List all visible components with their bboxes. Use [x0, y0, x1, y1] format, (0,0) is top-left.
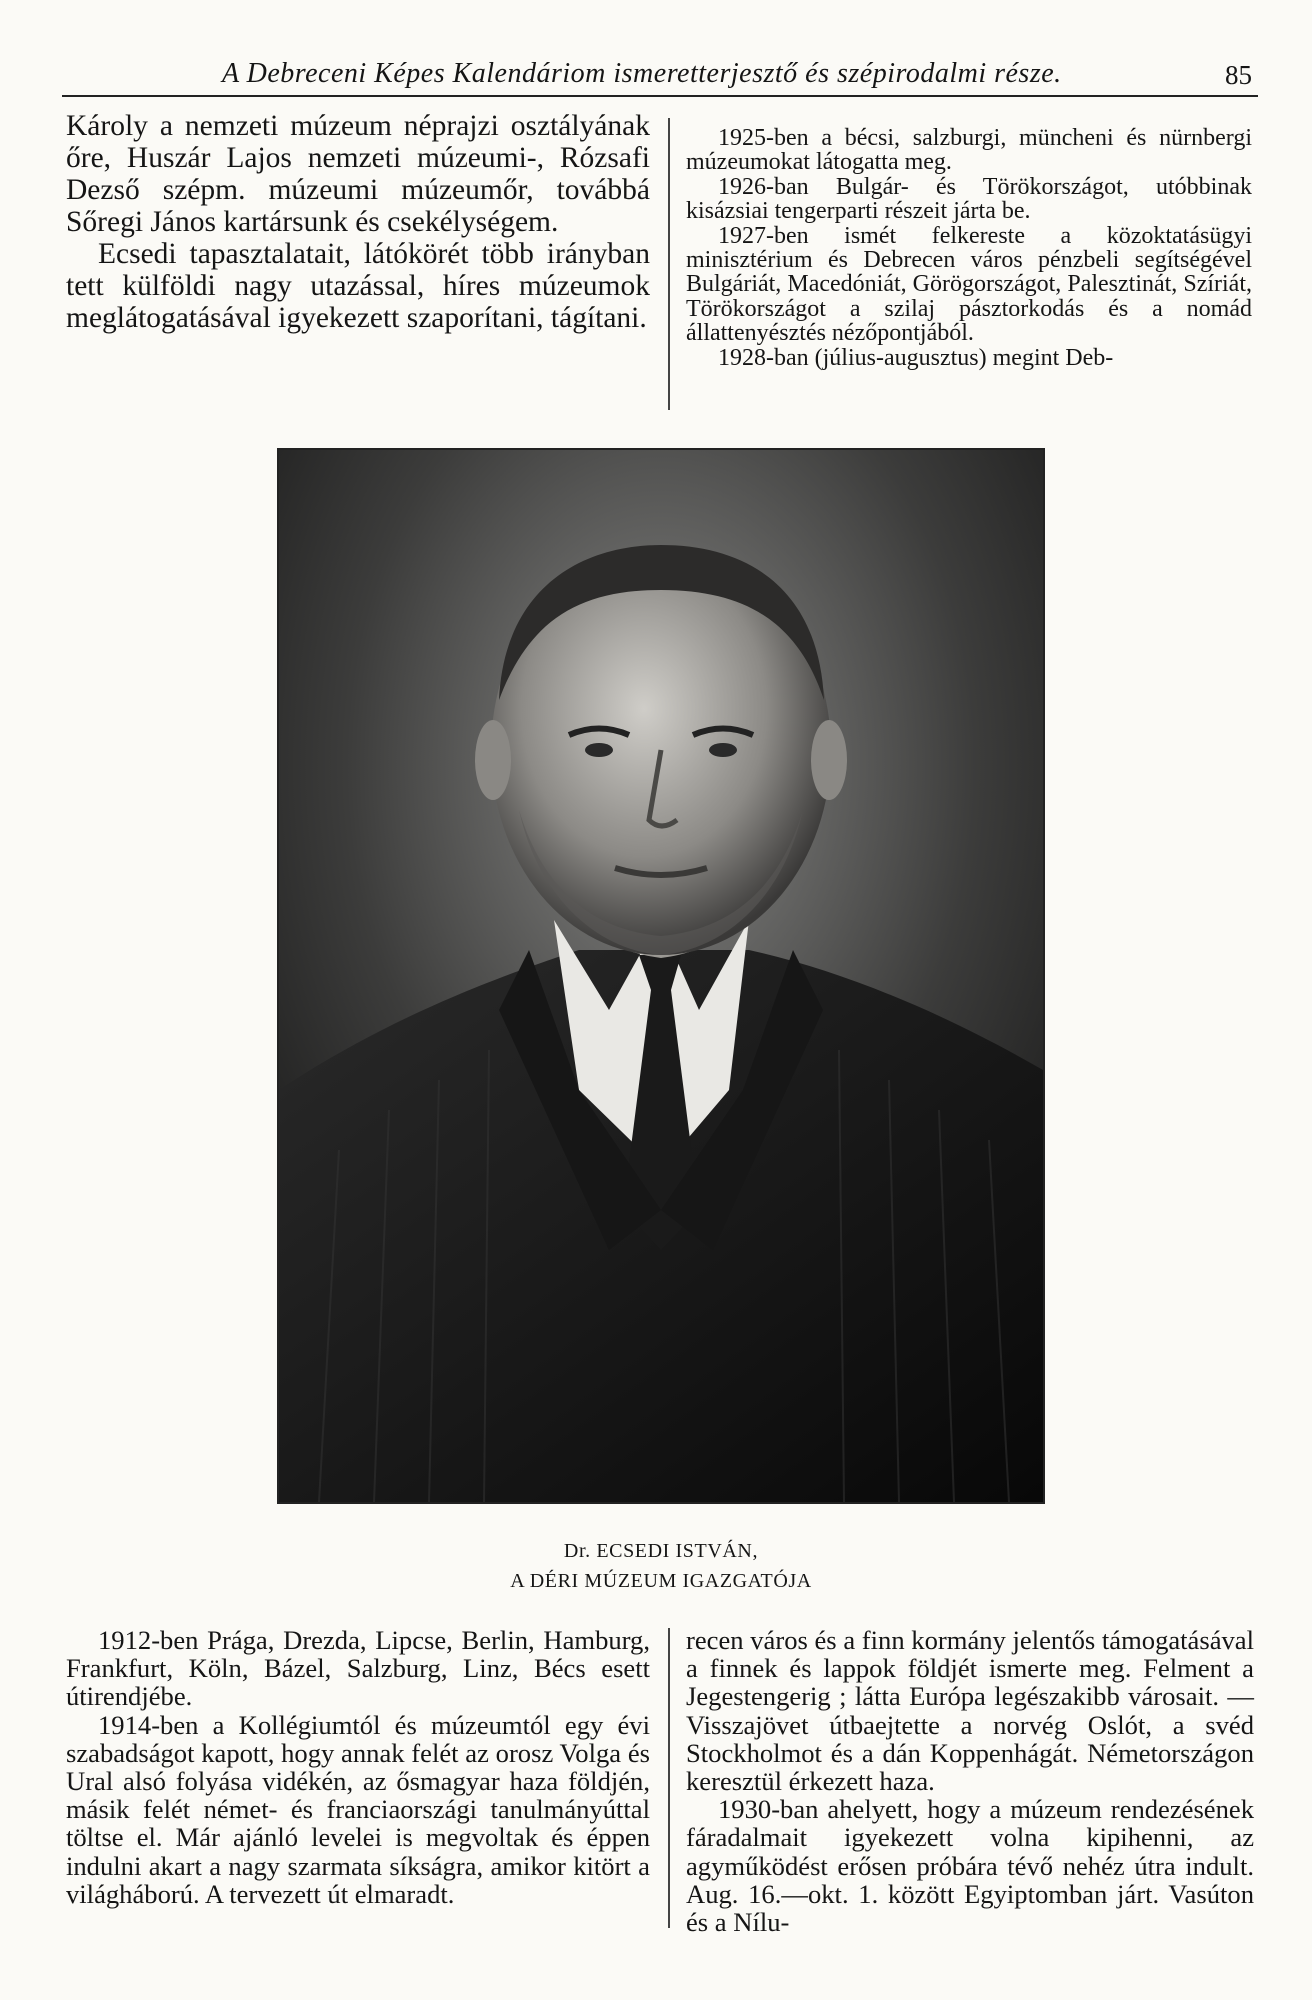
- column-divider-bottom: [668, 1628, 670, 1928]
- column-divider-top: [668, 118, 670, 410]
- header-rule: [62, 95, 1258, 97]
- paragraph: 1928-ban (július-augusztus) megint Deb-: [718, 344, 1114, 371]
- paragraph: recen város és a finn kormány jelentős támogatásával a finnek és lappok földjét ismerte meg. Felment a Jegestengerig ; látta Európa legészakibb városait. — Visszajövet útbaejtette a norvég Oslót, a svéd Stockholmot és a dán Koppenhágát. Németországon keresztül érkezett haza.: [686, 1625, 1254, 1797]
- paragraph: 1927-ben ismét felkereste a közoktatásügyi minisztérium és Debrecen város pénzbeli segítségével Bulgáriát, Macedóniát, Görögországot, Palesztinát, Szíriát, Törökországot a szilaj pásztorkodás és a nomád állattenyésztés nézőpontjából.: [686, 222, 1252, 347]
- paragraph: Károly a nemzeti múzeum néprajzi osztályának őre, Huszár Lajos nemzeti múzeumi-, Rózsafi Dezső szépm. múzeumi múzeumőr, továbbá Sőregi János kartársunk és csekélységem.: [66, 110, 650, 238]
- portrait-photo: [277, 448, 1045, 1504]
- top-right-column: [686, 126, 1252, 370]
- bottom-left-column: [66, 1626, 650, 1908]
- paragraph: 1926-ban Bulgár- és Törökországot, utóbbinak kisázsiai tengerparti részeit járta be.: [686, 173, 1252, 225]
- bottom-right-column: [686, 1626, 1254, 1936]
- photo-caption-title: A DÉRI MÚZEUM IGAZGATÓJA: [510, 1570, 812, 1592]
- running-header: [62, 58, 1262, 94]
- header-title: A Debreceni Képes Kalendáriom ismeretterjesztő és szépirodalmi része.: [222, 58, 1062, 89]
- photo-caption-name: Dr. ECSEDI ISTVÁN,: [563, 1540, 759, 1562]
- paragraph: 1925-ben a bécsi, salzburgi, müncheni és nürnbergi múzeumokat látogatta meg.: [686, 125, 1252, 176]
- top-left-column: [66, 110, 650, 334]
- portrait-illustration: [279, 450, 1043, 1502]
- paragraph: 1914-ben a Kollégiumtól és múzeumtól egy évi szabadságot kapott, hogy annak felét az orosz Volga és Ural alsó folyása vidékén, az ősmagyar haza földjén, másik felét német- és franciaországi tanulmányúttal töltse el. Már ajánló levelei is megvoltak és éppen indulni akart a nagy szarmata síkságra, amikor kitört a világháború. A tervezett út elmaradt.: [66, 1709, 650, 1909]
- paragraph: 1930-ban ahelyett, hogy a múzeum rendezésének fáradalmait igyekezett volna kipihenni, az agyműködést erősen próbára tévő nehéz útra indult. Aug. 16.—okt. 1. között Egyiptomban járt. Vasúton és a Nílu-: [686, 1794, 1254, 1938]
- page-number: 85: [1225, 60, 1252, 90]
- paragraph: Ecsedi tapasztalatait, látókörét több irányban tett külföldi nagy utazással, híres múzeumok meglátogatásával igyekezett szaporítani, tágítani.: [66, 238, 650, 334]
- paragraph: 1912-ben Prága, Drezda, Lipcse, Berlin, Hamburg, Frankfurt, Köln, Bázel, Salzburg, Linz, Bécs esett útirendjébe.: [66, 1625, 650, 1712]
